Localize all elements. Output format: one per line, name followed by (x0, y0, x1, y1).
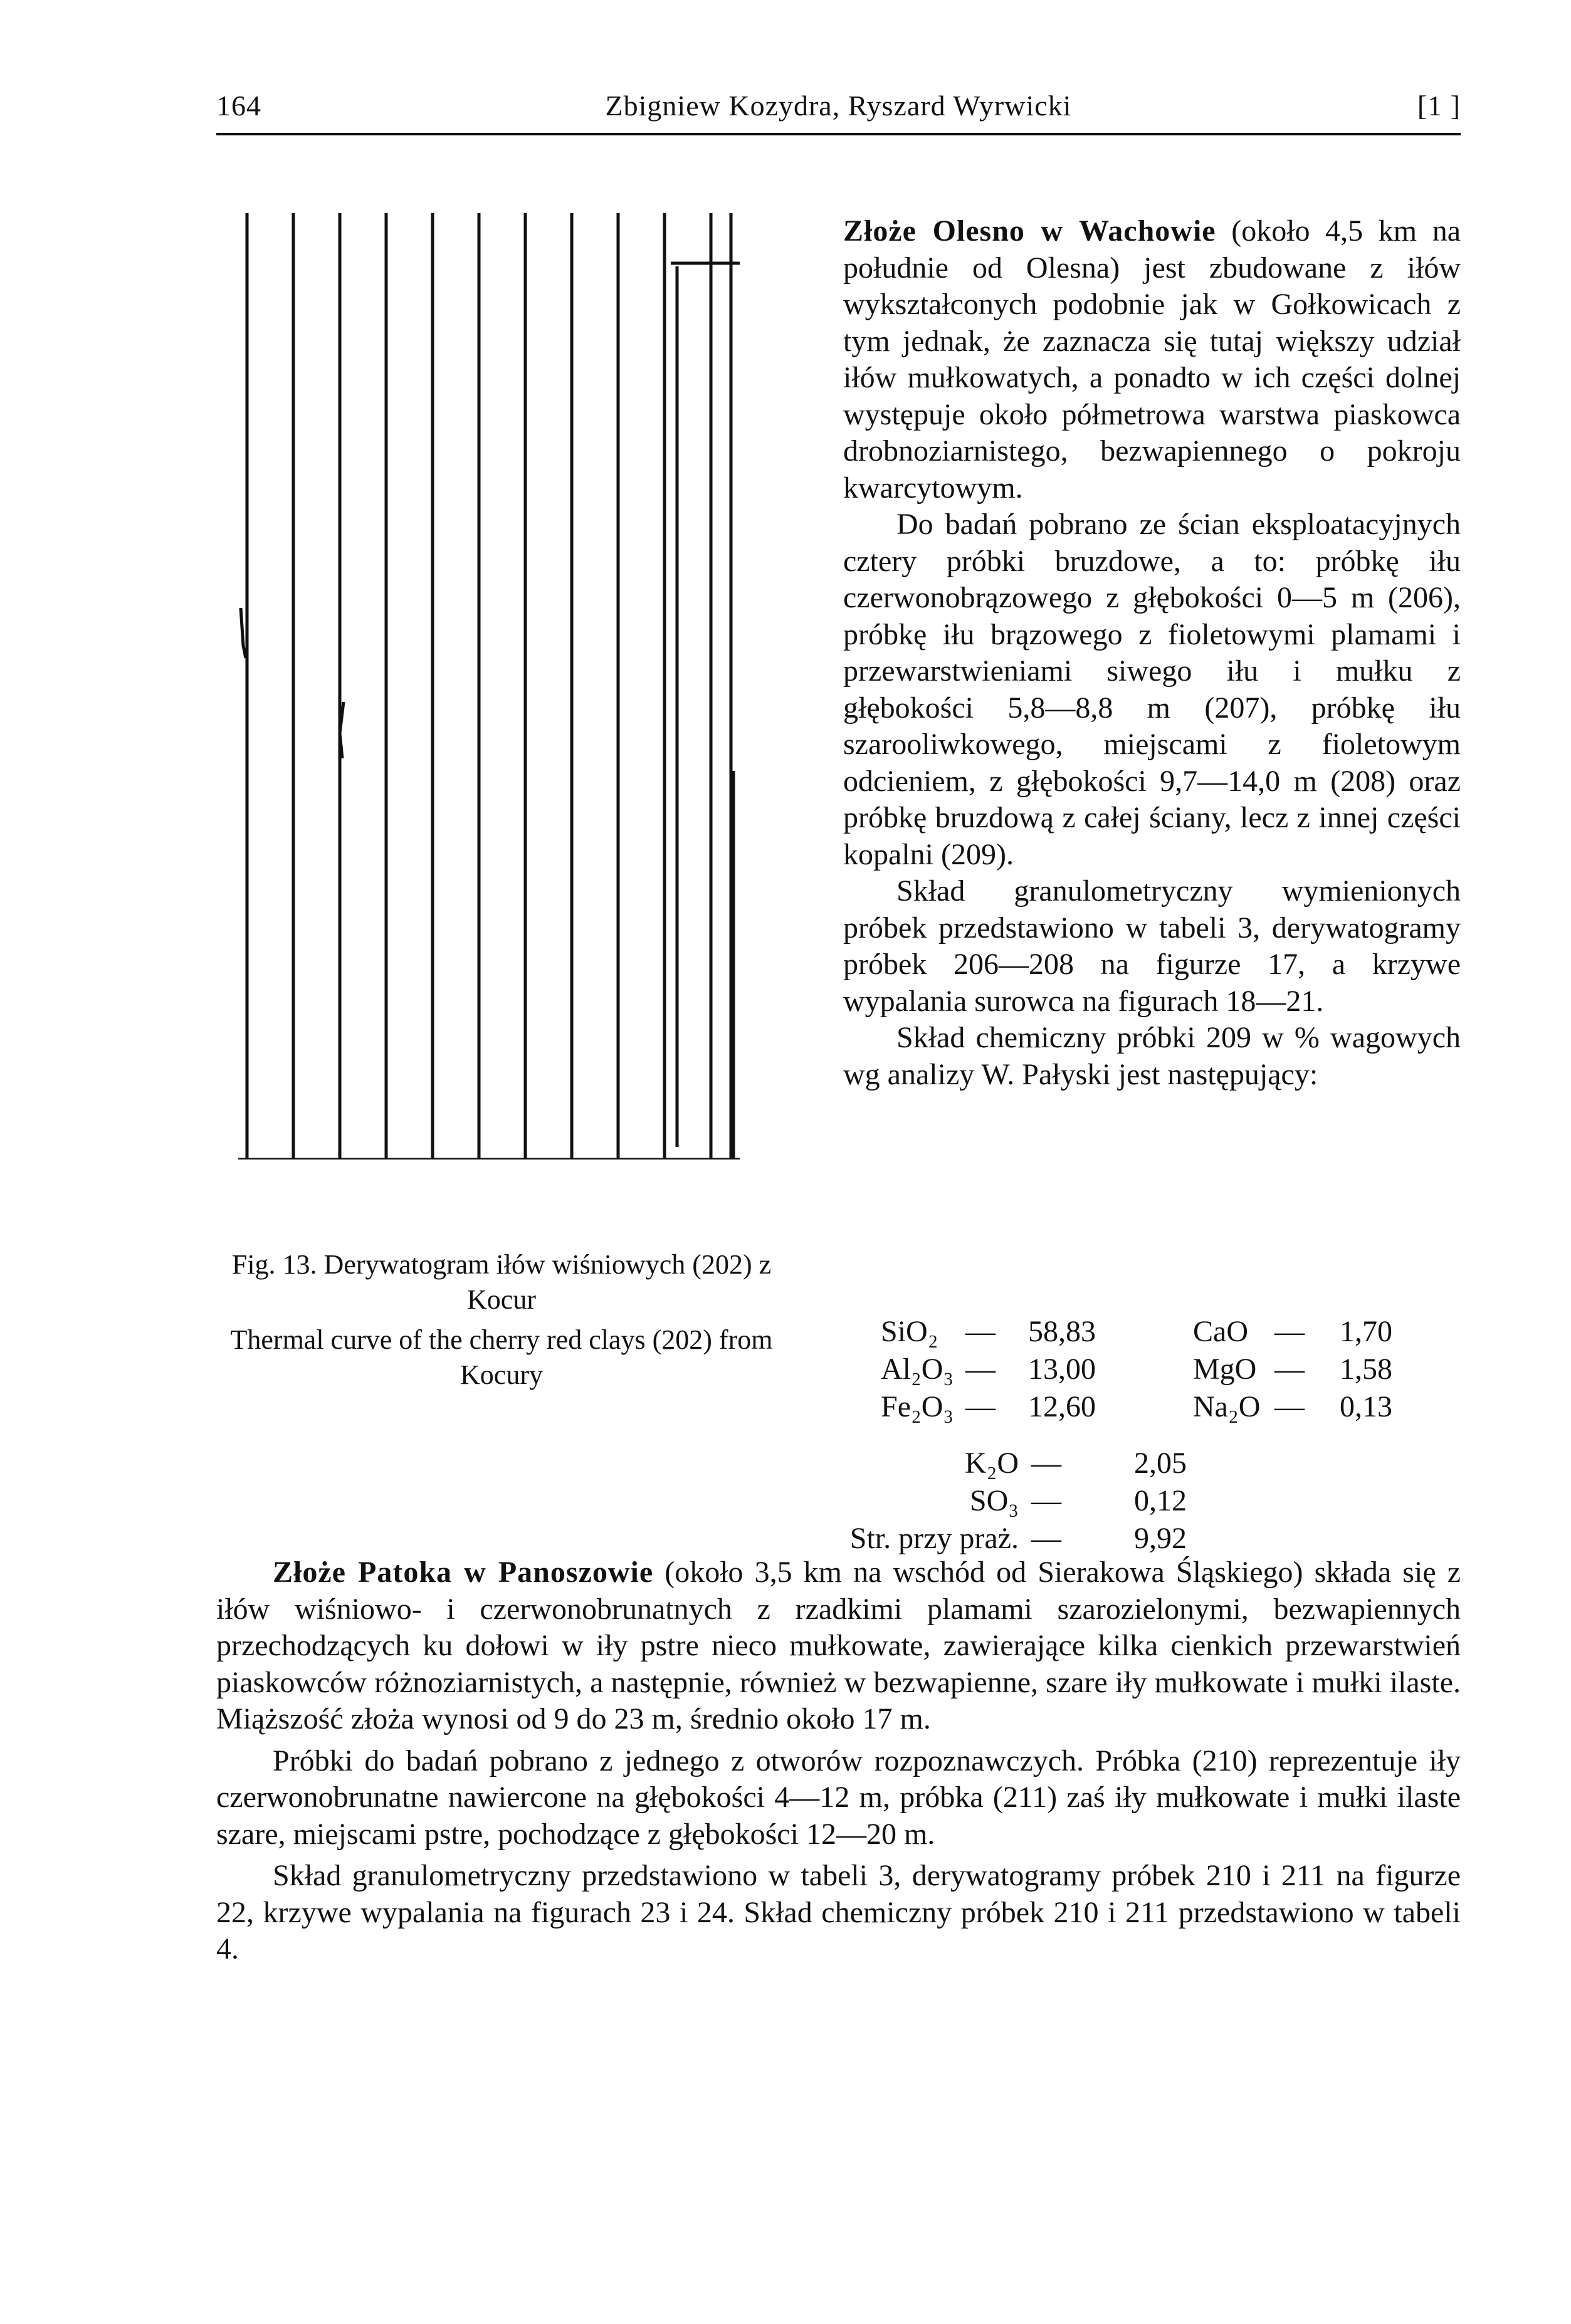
dash: — (1274, 1390, 1305, 1423)
paragraph: Skład granulometryczny wymienionych próbek przedstawiono w tabeli 3, derywatogramy próbek 206—208 na figurze 17, a krzywe wypalania surowca na figurach 18—21. (843, 874, 1461, 1018)
compound-value: 58,83 (1028, 1315, 1096, 1348)
right-column-text (843, 213, 1461, 1093)
dash: — (1274, 1353, 1305, 1386)
dash: — (1274, 1315, 1305, 1348)
curve-segment (241, 608, 246, 658)
page-number: 164 (216, 90, 261, 122)
section-mark: [1 ] (1417, 90, 1461, 122)
paragraph: Skład chemiczny próbki 209 w % wagowych wg analizy W. Pałyski jest następujący: (843, 1021, 1461, 1091)
paragraph-text: (około 4,5 km na południe od Olesna) jest zbudowane z iłów wykształconych podobnie jak w Gołkowicach z tym jednak, że zaznacza się tutaj większy udział iłów mułkowatych, a ponadto w ich części dolnej występuje około półmetrowa warstwa piaskowca drobnoziarnistego, bezwapiennego o pokroju kwarcytowym. (843, 214, 1461, 505)
figure-caption-polish: Fig. 13. Derywatogram iłów wiśniowych (202) z Kocur (231, 1249, 772, 1315)
paragraph: Próbki do badań pobrano z jednego z otworów rozpoznawczych. Próbka (210) reprezentuje iły czerwonobrunatne nawiercone na głębokości 4—12 m, próbka (211) zaś iły mułkowate i mułki ilaste szare, miejscami pstre, pochodzące z głębokości 12—20 m. (216, 1744, 1461, 1851)
thermal-curve-figure (238, 207, 740, 1159)
compound-name: Str. przy praż. (849, 1522, 1019, 1555)
deposit-name: Złoże Olesno w Wachowie (843, 214, 1216, 248)
compound-name: SO₃ (969, 1484, 1019, 1517)
compound-value: 0,13 (1340, 1390, 1392, 1423)
compound-name: Na₂O (1193, 1390, 1261, 1423)
chemical-composition-table (881, 1313, 1392, 1426)
paragraph-text: (około 3,5 km na wschód od Sierakowa Śląskiego) składa się z iłów wiśniowo- i czerwonobrunatnych z rzadkimi plamami szarozielonymi, bezwapiennych przechodzących ku dołowi w iły pstre nieco mułkowate, zawierające kilka cienkich przewarstwień piaskowców różnoziarnistych, a następnie, również w bezwapienne, szare iły mułkowate i mułki ilaste. Miąższość złoża wynosi od 9 do 23 m, średnio około 17 m. (216, 1556, 1461, 1735)
compound-name: Fe₂O₃ (881, 1390, 954, 1423)
compound-name: CaO (1193, 1315, 1248, 1348)
dash: — (1031, 1484, 1061, 1517)
compound-value: 2,05 (1134, 1447, 1187, 1480)
dash: — (1031, 1522, 1061, 1555)
chemical-composition-extra (843, 1445, 1187, 1557)
bottom-section-text (216, 1554, 1461, 1968)
table-row (843, 1482, 1187, 1520)
table-row (881, 1388, 1392, 1426)
paragraph (216, 1554, 1461, 1738)
compound-value: 1,58 (1340, 1353, 1392, 1386)
compound-value: 12,60 (1028, 1390, 1096, 1423)
paragraph: Skład granulometryczny przedstawiono w tabeli 3, derywatogramy próbek 210 i 211 na figurze 22, krzywe wypalania na figurach 23 i 24. Skład chemiczny próbek 210 i 211 przedstawiono w tabeli 4. (216, 1859, 1461, 1965)
table-row (881, 1313, 1392, 1351)
page-header (216, 89, 1461, 135)
compound-value: 1,70 (1340, 1315, 1392, 1348)
compound-value: 0,12 (1134, 1484, 1187, 1517)
compound-name: MgO (1193, 1353, 1257, 1386)
table-row (843, 1520, 1187, 1557)
compound-value: 13,00 (1028, 1353, 1096, 1386)
table-row (843, 1445, 1187, 1482)
figure-caption-english: Thermal curve of the cherry red clays (202) from Kocury (230, 1324, 773, 1390)
running-head: Zbigniew Kozydra, Ryszard Wyrwicki (605, 90, 1072, 122)
paragraph (843, 213, 1461, 506)
table-row (881, 1351, 1392, 1388)
dash: — (965, 1315, 996, 1348)
deposit-name: Złoże Patoka w Panoszowie (273, 1556, 654, 1589)
compound-name: Al₂O₃ (881, 1353, 954, 1386)
dash: — (1031, 1447, 1061, 1480)
compound-name: SiO₂ (881, 1315, 938, 1348)
dash: — (965, 1390, 996, 1423)
paragraph: Do badań pobrano ze ścian eksploatacyjnych cztery próbki bruzdowe, a to: próbkę iłu czerwonobrązowego z głębokości 0—5 m (206), próbkę iłu brązowego z fioletowymi plamami i przewarstwieniami siwego iłu i mułku z głębokości 5,8—8,8 m (207), próbkę iłu szarooliwkowego, miejscami z fioletowym odcieniem, z głębokości 9,7—14,0 m (208) oraz próbkę bruzdową z całej ściany, lecz z innej części kopalni (209). (843, 508, 1461, 871)
compound-name: K₂O (964, 1447, 1019, 1480)
dash: — (965, 1353, 996, 1386)
compound-value: 9,92 (1134, 1522, 1187, 1555)
